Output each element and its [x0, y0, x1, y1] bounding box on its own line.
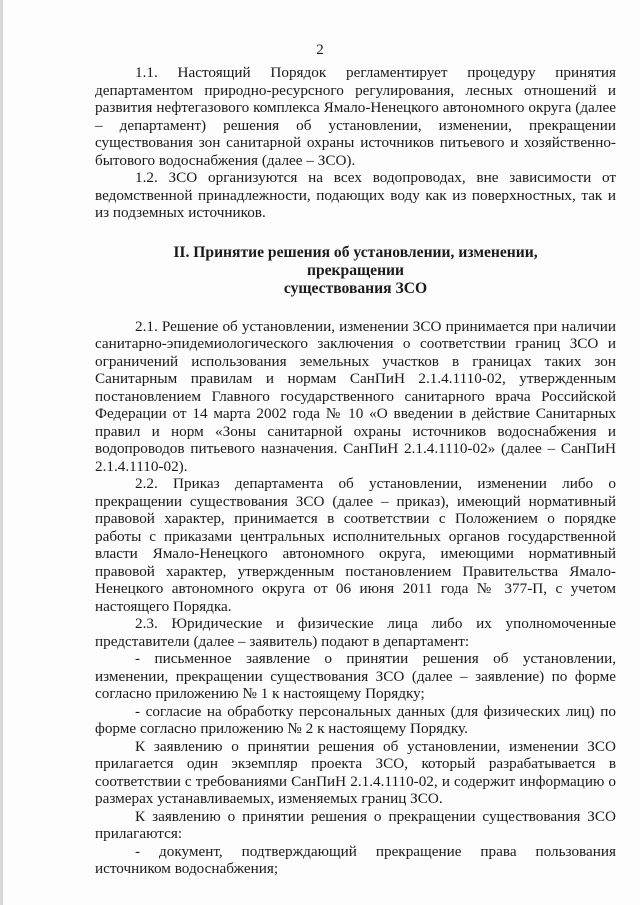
- section-2-heading-line-1: II. Принятие решения об установлении, изменении, прекращении: [173, 243, 538, 279]
- section-2-heading: [95, 244, 616, 298]
- paragraph-1-2: 1.2. ЗСО организуются на всех водопроводах, вне зависимости от ведомственной принадлежности, подающих воду как из поверхностных, так и из подземных источников.: [95, 169, 616, 221]
- paragraph-2-2: 2.2. Приказ департамента об установлении, изменении либо о прекращении существования ЗСО (далее – приказ), имеющий нормативный правовой характер, принимается в соответствии с Положением о порядке работы с приказами центральных исполнительных органов государственной власти Ямало-Ненецкого автономного округа, имеющими нормативный правовой характер, утвержденным постановлением Правительства Ямало-Ненецкого автономного округа от 06 июня 2011 года № 377-П, с учетом настоящего Порядка.: [95, 475, 616, 615]
- paragraph-termination-attachments: К заявлению о принятии решения о прекращении существования ЗСО прилагаются:: [95, 807, 616, 842]
- list-item-application: - письменное заявление о принятии решения об установлении, изменении, прекращении существования ЗСО (далее – заявление) по форме согласно приложению № 1 к настоящему Порядку;: [95, 650, 616, 702]
- list-item-consent: - согласие на обработку персональных данных (для физических лиц) по форме согласно приложению № 2 к настоящему Порядку.: [95, 702, 616, 737]
- scan-edge: [0, 0, 3, 905]
- document-body: [95, 64, 616, 878]
- page-number: 2: [316, 42, 324, 58]
- list-item-document: - документ, подтверждающий прекращение права пользования источником водоснабжения;: [95, 842, 616, 877]
- section-2-heading-line-2: существования ЗСО: [283, 279, 428, 297]
- paragraph-1-1: 1.1. Настоящий Порядок регламентирует процедуру принятия департаментом природно-ресурсного регулирования, лесных отношений и развития нефтегазового комплекса Ямало-Ненецкого автономного округа (далее – департамент) решения об установлении, изменении, прекращении существования зон санитарной охраны источников питьевого и хозяйственно-бытового водоснабжения (далее – ЗСО).: [95, 64, 616, 169]
- paragraph-2-3: 2.3. Юридические и физические лица либо их уполномоченные представители (далее – заявитель) подают в департамент:: [95, 615, 616, 650]
- paragraph-2-1: 2.1. Решение об установлении, изменении ЗСО принимается при наличии санитарно-эпидемиологического заключения о соответствии границ ЗСО и ограничений использования земельных участков в границах таких зон Санитарным правилам и нормам СанПиН 2.1.4.1110-02, утвержденным постановлением Главного государственного санитарного врача Российской Федерации от 14 марта 2002 года № 10 «О введении в действие Санитарных правил и норм «Зоны санитарной охраны источников водоснабжения и водопроводов питьевого назначения. СанПиН 2.1.4.1110-02» (далее – СанПиН 2.1.4.1110-02).: [95, 317, 616, 475]
- paragraph-project-attachment: К заявлению о принятии решения об установлении, изменении ЗСО прилагается один экземпляр проекта ЗСО, который разрабатывается в соответствии с требованиями СанПиН 2.1.4.1110-02, и содержит информацию о размерах устанавливаемых, изменяемых границ ЗСО.: [95, 737, 616, 807]
